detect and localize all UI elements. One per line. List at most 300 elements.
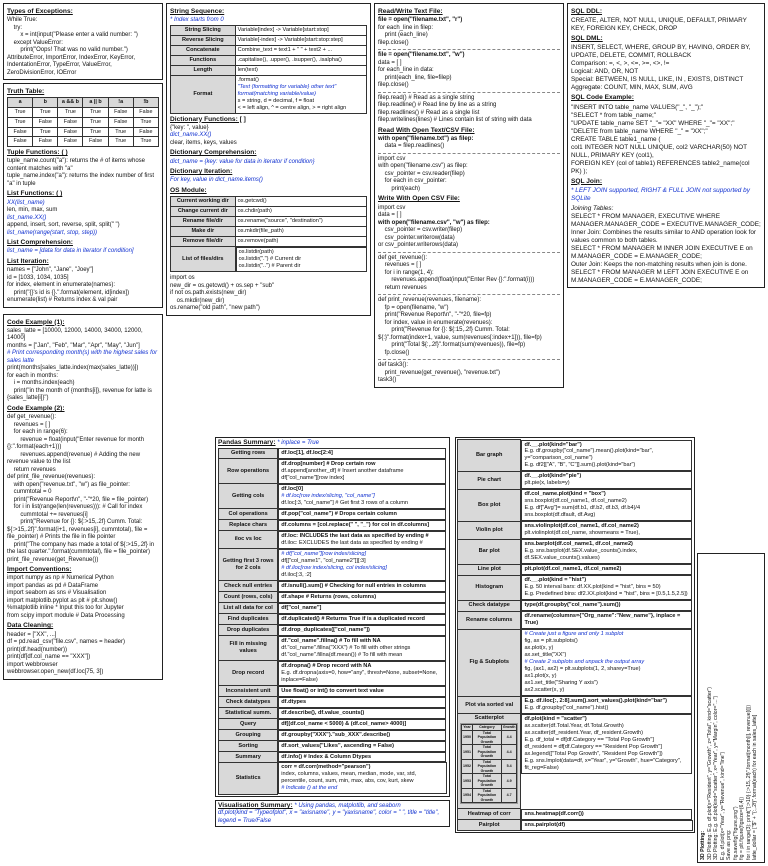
sql-code-line: "INSERT INTO table_name VALUES("_", "_");" — [571, 103, 704, 111]
table-row — [219, 549, 447, 581]
rw-line: csv_pointer = csv.writer(filep) — [378, 227, 463, 234]
code-line: def print_revenue(revenues, filename): — [378, 297, 482, 304]
sql-dml-line: Logical: AND, OR, NOT — [571, 68, 639, 76]
row-key: Length — [171, 65, 236, 75]
pandas-summary-title: Pandas Summary: — [218, 439, 276, 446]
os-line: os.mkdir(new_dir) — [170, 297, 225, 304]
table-row — [458, 611, 693, 629]
list-iteration-line: names = ["John", "Jane", "Joey"] — [7, 267, 94, 274]
row-key: Row operations — [219, 459, 278, 484]
cell-line: E.g. df2[["A", "B", "C"]].sum().plot(kind="bar") — [524, 462, 636, 469]
pandas-summary-section — [215, 437, 450, 797]
cell-line: df.loc[1], df.loc[2:4] — [281, 450, 333, 456]
row-value — [521, 489, 692, 521]
cell-line: df[(df.col_name < 5000) & (df.col_name> 4000)] — [281, 720, 407, 727]
rw-line: csv_pointer = csv.reader(filep) — [378, 170, 465, 177]
row-value — [278, 636, 446, 661]
table-row — [458, 521, 693, 539]
row-key: Replace chars — [219, 520, 278, 531]
sql-code-line: "SELECT * from table_name;" — [571, 111, 657, 119]
dict-iteration-title: Dictionary Iteration: — [170, 168, 233, 176]
cell-line: E.g. 50 interval bars: df.XX.plot(kind = "hist", bins = 50) — [524, 584, 661, 591]
row-value — [278, 625, 446, 636]
row-value — [521, 521, 692, 539]
sql-code-line: "DELETE from table_name WHERE "_" = "XX";" — [571, 127, 708, 135]
code-line: return revenues — [378, 284, 427, 291]
row-value — [278, 730, 446, 741]
cell-line: df.__.plot(kind = "hist") — [524, 577, 587, 584]
dict-line: clear, items, keys, values — [170, 139, 237, 146]
cell-line: df.loc: INCLUDES the last data as specified by ending # — [281, 532, 429, 539]
cell-line: df["col_name"][row index] — [281, 474, 345, 481]
thumb-cell: 4.9 — [501, 774, 517, 788]
thumb-cell: Total Population Growth — [473, 745, 502, 759]
plots-table — [457, 439, 693, 831]
cell-line: ax1.plot(x, y) — [524, 673, 557, 680]
truth-table — [7, 97, 159, 147]
code-line: def print_file_revenue(revenues): — [7, 474, 96, 481]
row-key: Query — [219, 719, 278, 730]
table-row — [462, 788, 517, 802]
cell-line: ax.legend(["Total Pop Growth", "Resident Pop Growth"]) — [524, 750, 663, 757]
row-value — [521, 564, 692, 575]
code-line: for i in range(1, 4): — [378, 269, 434, 276]
sql-join-line: SELECT * FROM MANAGER M INNER JOIN EXECUTIVE E on M.MANAGER_CODE = E.MANAGER_CODE; — [571, 244, 755, 260]
sql-code-line: col1 INTEGER NOT NULL UNIQUE, col2 VARCHAR(50) NOT NULL, PRIMARY KEY (col1), — [571, 143, 749, 159]
row-key: Inconsistent unit — [219, 686, 278, 697]
exceptions-line: except ValueError: — [7, 39, 63, 46]
sql-join-line: Outer Join: Keeps the non-matching results when join is done. — [571, 260, 747, 268]
truth-cell: True — [108, 127, 133, 137]
code-comment: # Print corresponding month(s) with the highest sales for sales latte — [7, 350, 159, 364]
thumb-cell: 4.4 — [501, 730, 517, 744]
row-key: Sorting — [219, 741, 278, 752]
cell-line: sns.boxplot(df.dfault, df.Avg) — [524, 512, 596, 519]
row-key: Current working dir — [171, 197, 236, 207]
row-value — [278, 520, 446, 531]
code-line: for index, value in enumerate(revenues): — [378, 319, 493, 326]
row-value — [278, 531, 446, 549]
code-line: print(months[sales_latte.index(max(sales_latte))]) — [7, 365, 139, 372]
code-line: for i in list(range(len(revenues))): # Call for index — [7, 504, 143, 511]
code-line: def task3(): — [378, 362, 409, 369]
row-value: Variable[-index] -> Variable[start:stop:step] — [235, 35, 366, 45]
code-example-1-section — [3, 314, 163, 680]
table-row — [458, 809, 693, 820]
row-key: Pairplot — [458, 820, 521, 831]
rw-line: for each_line in data: — [378, 67, 434, 74]
cell-line: df.drop_duplicates(["col_name"]) — [281, 626, 370, 633]
truth-cell: True — [133, 117, 158, 127]
format-comment: "Text {formatting for variable} other text" — [237, 83, 337, 90]
row-key: Bar graph — [458, 440, 521, 472]
table-row — [8, 137, 159, 147]
row-key: Violin plot — [458, 521, 521, 539]
row-value — [278, 686, 446, 697]
cell-line: Use float() or int() to convert text value — [281, 687, 384, 694]
table-row — [219, 730, 447, 741]
cell-line: E.g. df.iloc[:, 2:8].sum().sort_values().plot(kind="bar") — [524, 698, 667, 705]
cell-line: sns.heatmap(df.corr()) — [524, 810, 584, 817]
sql-join-line: SELECT * FROM MANAGER M LEFT JOIN EXECUTIVE E on M.MANAGER_CODE = E.MANAGER_CODE; — [571, 268, 751, 284]
code-line: fp = open(filename, "w") — [378, 304, 449, 311]
rw-line: filep.writelines(lines) # Lines contain list of string with data — [378, 117, 532, 124]
list-iteration-title: List Iteration: — [7, 257, 49, 265]
rotated-line: 3D Plotting: — [700, 830, 706, 860]
table-row — [458, 600, 693, 611]
row-value — [278, 509, 446, 520]
cleaning-line: webbrowser.open_new(df.loc[75, 3]) — [7, 669, 104, 676]
row-value — [521, 575, 692, 600]
sql-dml-line: INSERT, SELECT, WHERE, GROUP BY, HAVING, ORDER BY, UPDATE, DELETE, COMMIT, ROLLBACK — [571, 44, 753, 60]
cell-line: plt.pie(x, labels=y) — [524, 480, 570, 487]
thumb-cell: 1951 — [462, 745, 473, 759]
list-functions-line: append, insert, sort, reverse, split, split(" ") — [7, 222, 120, 229]
rw-line: csv_pointer.writerow(data) — [378, 234, 455, 241]
rotated-notes — [700, 554, 759, 860]
rw-line: print(each_line, file=filep) — [378, 74, 452, 81]
cell-line: df.__.plot(kind="pie") — [524, 473, 582, 480]
code-line: for each in months: — [7, 372, 59, 379]
cell-line: df.drop[number] # Drop certain row — [281, 460, 376, 467]
row-value — [521, 440, 692, 472]
pandas-column — [215, 437, 450, 830]
table-row — [458, 629, 693, 696]
string-sequence-title: String Sequence: — [170, 8, 225, 15]
row-key: Functions — [171, 55, 236, 65]
read-open-title: Read With Open Text/CSV File: — [378, 126, 475, 134]
thumb-cell: 5.4 — [501, 759, 517, 773]
table-row — [462, 725, 517, 730]
os-line: os.rename("old path", "new path") — [170, 305, 260, 312]
list-comprehension-title: List Comprehension: — [7, 239, 73, 247]
code-line: print_revenue(get_revenue(), "revenue.txt") — [378, 369, 500, 376]
cell-line: df[["col_name1", "col_name2"]][:3] — [281, 557, 366, 564]
list-iteration-line: enumerate(list) # Returns index & val pair — [7, 297, 118, 304]
cell-line: df.col_name.plot(kind = "box") — [524, 491, 606, 498]
thumb-cell: 4.4 — [501, 745, 517, 759]
cell-line: df."col_name".fillna(df.mean()) # To fill with mean — [281, 651, 403, 658]
thumb-cell: Total Population Growth — [473, 774, 502, 788]
divider — [378, 294, 560, 295]
sql-dml-title: SQL DML: — [571, 35, 603, 43]
import-line: import matplotlib.pyplot as plt # plt.show() — [7, 597, 118, 604]
table-row — [171, 45, 367, 55]
column-3 — [374, 3, 564, 391]
code-line: months = ["Jan", "Feb", "Mar", "Apr", "May", "Jun"] — [7, 342, 140, 349]
sql-code-line: CREATE TABLE table1_name ( — [571, 135, 661, 143]
cell-line: # df.iloc[row index/slicing, col index/slicing] — [281, 564, 387, 571]
cell-line: df.dropna() # Drop record with NA — [281, 662, 372, 669]
row-value — [278, 719, 446, 730]
divider — [378, 49, 560, 50]
table-row — [219, 762, 447, 794]
row-key: Check datatypes — [219, 697, 278, 708]
truth-cell: True — [108, 137, 133, 147]
cell-line: df.__.plot(kind="bar") — [524, 441, 582, 448]
cell-line: df.loc[0] — [281, 485, 304, 492]
row-key: Reverse Slicing — [171, 35, 236, 45]
truth-header-cell: !a — [108, 98, 133, 108]
string-sequence-subtitle: * Index starts from 0 — [170, 17, 224, 24]
cell-line: sns.barplot(df.col_name1, df.col_name2) — [524, 541, 633, 548]
import-line: import numpy as np # Numerical Python — [7, 575, 114, 582]
truth-cell: True — [33, 108, 58, 118]
divider — [378, 153, 560, 154]
cell-line: E.g. sns.lmplot(data=df, x="Year", y="Growth", hue="Category", fit_reg=False) — [524, 757, 682, 771]
truth-header-cell: !b — [133, 98, 158, 108]
truth-cell: False — [33, 137, 58, 147]
cell-line: df.groupby("XXX")."sub_XXX".describe() — [281, 731, 391, 738]
cell-line: fig, (ax1, ax2) = plt.subplots(1, 2, sharey=True) — [524, 666, 641, 673]
truth-cell: False — [58, 127, 83, 137]
sql-code-title: SQL Code Example: — [571, 94, 634, 102]
cleaning-line: import webbrowser — [7, 661, 58, 668]
cell-line: plt.plot(df.col_name1, df.col_name2) — [524, 566, 622, 573]
rw-line: data = [ ] — [378, 59, 402, 66]
row-key: Pie chart — [458, 471, 521, 489]
exceptions-line: print("Oops! That was no valid number.") — [7, 47, 128, 54]
rw-line: file = open("filename.txt", "w") — [378, 52, 465, 59]
sql-dml-line: Special: BETWEEN, IS NULL, LIKE, IN , EXISTS, DISTINCT — [571, 76, 744, 84]
code-line: print_file_revenue(get_Revenue()) — [7, 556, 99, 563]
row-value: os.listdir(path) os.listdir(".") # Current dir os.listdir("..") # Parent dir — [236, 247, 367, 272]
table-row — [8, 117, 159, 127]
sql-ddl-line: CREATE, ALTER, NOT NULL, UNIQUE, DEFAULT, PRIMARY KEY, FOREIGN KEY, CHECK, DROP — [571, 17, 749, 33]
code-line: i = months.index(each) — [7, 380, 75, 387]
string-sequence-section — [166, 3, 371, 316]
cell-line: E.g. Predefined bins: df2.XX.plot(kind = "hist", bins = [0.5,1.5,2.5]) — [524, 591, 688, 598]
row-key: Getting cols — [219, 484, 278, 509]
table-row — [219, 741, 447, 752]
row-value: os.getcwd() — [235, 197, 366, 207]
sample-data-thumbnail — [460, 723, 518, 804]
import-conventions-title: Import Conventions: — [7, 566, 72, 574]
cell-line: df."col_name".fillna() # To fill with NA — [281, 637, 381, 644]
truth-table-section — [3, 83, 163, 307]
row-key: Col operations — [219, 509, 278, 520]
truth-cell: True — [83, 108, 108, 118]
cell-line: plt.violinplot(df.col_name, showmeans = True), — [524, 530, 640, 537]
row-value — [521, 611, 692, 629]
column-4 — [567, 3, 765, 291]
os-module-table — [170, 196, 367, 272]
rw-line: file = open("filename.txt", "r") — [378, 17, 463, 24]
list-functions-comment: XX(list_name) — [7, 199, 45, 206]
table-row — [462, 774, 517, 788]
row-value — [278, 459, 446, 484]
row-value — [521, 629, 692, 696]
code-example-1-title: Code Example (1): — [7, 318, 65, 326]
row-key: List of files/dirs — [171, 246, 236, 271]
table-row — [171, 55, 367, 65]
cell-line: type(df.groupby("col_name").sum()) — [524, 602, 621, 609]
row-value — [521, 471, 692, 489]
row-key: Concatenate — [171, 45, 236, 55]
exceptions-line: x = int(input("Please enter a valid number: ") — [7, 32, 138, 39]
row-key: Plot via sorted val — [458, 696, 521, 714]
table-row — [171, 65, 367, 75]
code-line: def get_revenue(): — [378, 254, 428, 261]
write-open-title: Write With Open CSV File: — [378, 195, 460, 203]
row-value — [278, 752, 446, 763]
rw-line: filep.close() — [378, 82, 409, 89]
code-example-2-title: Code Example (2): — [7, 404, 65, 412]
row-key: Getting first 3 rows for 2 cols — [219, 549, 278, 581]
table-row — [219, 448, 447, 459]
sql-section — [567, 3, 765, 288]
cell-line: df.iloc[:3, :2] — [281, 571, 312, 578]
thumb-cell: Total Population Growth — [473, 730, 502, 744]
table-row — [171, 75, 367, 113]
exceptions-line: AttributeError, ImportError, IndexError, KeyError, IndentationError, TypeError, ValueError, ZeroDivisionError, IOError — [7, 54, 137, 76]
cell-line: df.plot(kind = "scatter") — [524, 715, 587, 722]
cell-line: df.loc[:3, "col_name"] # Get first 3 rows of a column — [281, 499, 409, 506]
rotated-line: for i in range(3): print("{:>10} {:>15,.2f}".format(month[i], revenue[i])) — [745, 704, 752, 860]
format-line: s = string, d = decimal, f = float — [237, 97, 315, 104]
row-value — [278, 603, 446, 614]
table-row — [458, 714, 693, 809]
row-key: Getting rows — [219, 448, 278, 459]
sql-code-line: FOREIGN KEY (col of table1) REFERENCES table2_name(col PK) ); — [571, 159, 752, 175]
code-line: revenues.append(float(input("Enter Rev {}:".format(i))) — [378, 277, 535, 284]
row-key: Find duplicates — [219, 614, 278, 625]
rw-line: with open("filename.csv", "w") as filep: — [378, 219, 490, 226]
row-key: Drop duplicates — [219, 625, 278, 636]
format-comment: format(matching variable/value) — [237, 90, 317, 97]
code-line: revenue = float(input("Enter revenue for month {}:".format(each+1))) — [7, 436, 146, 451]
dict-iteration-comment: For key, value in dict_name.items() — [170, 177, 263, 184]
tuple-title: Tuple Functions: ( ) — [7, 149, 68, 157]
row-value — [521, 696, 692, 714]
cell-line: df_resident = df[df.Category == "Resident Pop Growth"] — [524, 743, 662, 750]
rotated-line: 3D Plotting: E.g. df.plot(x="Resident", y="Growth", z="Total", kind="scatter") — [706, 686, 713, 860]
rw-line: for each_line in filep: — [378, 24, 434, 31]
sql-ddl-title: SQL DDL: — [571, 8, 603, 15]
cleaning-line: df = pd.read_csv("file.csv", names = header) — [7, 639, 125, 646]
table-row — [219, 686, 447, 697]
row-key: Heatmap of corr — [458, 809, 521, 820]
row-value — [278, 549, 446, 581]
cell-line: df["col_name"] — [281, 604, 322, 611]
list-functions-title: List Functions: ( ) — [7, 190, 63, 198]
table-row — [458, 575, 693, 600]
cell-line: E.g. df.groupby("col_name").mean().plot(kind="bar", y="comparison_col_name") — [524, 448, 654, 462]
row-value — [521, 809, 692, 820]
table-row — [462, 745, 517, 759]
cell-line: df.shape # Returns (rows, columns) — [281, 593, 377, 600]
row-key: Fill in missing values — [219, 636, 278, 661]
cell-line: df.info() # Index & Column Dtypes — [281, 753, 372, 760]
row-key: Line plot — [458, 564, 521, 575]
row-value — [521, 714, 692, 774]
cell-line: sns.boxplot(df.col_name1, df.col_name2) — [524, 498, 627, 505]
row-key: Box plot — [458, 489, 521, 521]
row-value — [521, 820, 692, 831]
cell-line: E.g. df["Avg"]= sum(df.b1, df.b2, df.b3, df.b4)/4 — [524, 505, 641, 512]
divider — [378, 252, 560, 253]
table-row — [219, 520, 447, 531]
plots-column — [455, 437, 695, 836]
table-row — [219, 636, 447, 661]
truth-cell: True — [83, 127, 108, 137]
row-key: Remove file/dir — [171, 236, 236, 246]
code-line: task3() — [378, 377, 397, 384]
cell-line: df.describe(), df.value_counts() — [281, 709, 365, 716]
table-row — [219, 592, 447, 603]
truth-header-cell: a && b — [58, 98, 83, 108]
row-value — [278, 581, 446, 592]
cell-line: ax.scatter(df.Total.Year, df.Total.Growth) — [524, 722, 624, 729]
divider — [378, 92, 560, 93]
truth-cell: False — [108, 108, 133, 118]
cell-line: E.g. df.groupby("col_name").hist() — [524, 705, 609, 711]
code-line: cummtotal += revenues[i] — [7, 511, 88, 518]
truth-cell: True — [83, 117, 108, 127]
code-line: revenues.append(revenue) # Adding the new revenue value to the list — [7, 451, 142, 466]
format-line: < = left align, ^ = centre align, > = right align — [237, 104, 347, 111]
row-value — [278, 448, 446, 459]
row-value — [521, 600, 692, 611]
row-key: Summary — [219, 752, 278, 763]
rw-line: filep.readline() # Read line by line as a string — [378, 102, 497, 109]
table-row — [458, 820, 693, 831]
cell-line: index, columns, values, mean, median, mode, var, std, percentile, count, sum, min, max, abs, cov, kurt, skew — [281, 771, 417, 785]
thumb-header-cell: Growth — [502, 725, 516, 730]
row-value — [278, 697, 446, 708]
cell-line: E.g. sns.barplot(df.SEX.value_counts().index, df.SEX.value_counts().values) — [524, 548, 638, 562]
cleaning-line: print(df[df.col_name == "XXX"]) — [7, 654, 91, 661]
column-1 — [3, 3, 163, 683]
thumb-cell: Total Population Growth — [473, 759, 502, 773]
rw-line: filep.readlines() # Read as a single list — [378, 109, 480, 116]
code-line: cummtotal = 0 — [7, 489, 52, 496]
list-functions-line: len, min, max, sum — [7, 207, 58, 214]
truth-cell: True — [8, 108, 33, 118]
cell-line: corr = df.corr(method="pearson") — [281, 764, 371, 771]
import-line: import pandas as pd # DataFrame — [7, 582, 99, 589]
cell-line: df.isnull().sum() # Checking for null entries in columns — [281, 582, 427, 589]
table-row — [219, 484, 447, 509]
row-key: Format — [171, 75, 236, 113]
code-line: fp.close() — [378, 349, 410, 356]
table-row — [171, 197, 367, 207]
cell-line: E.g. df.dropna(axis=0, how="any", thresh=None, subset=None, inplace=False) — [281, 669, 438, 683]
cell-line: df.pop("col_name") # Drops certain column — [281, 510, 397, 517]
table-row — [219, 459, 447, 484]
row-key: Count (rows, cols) — [219, 592, 278, 603]
row-value: Variable[index] -> Variable[start:stop] — [235, 25, 366, 35]
rotated-line: E.g. df.plot(x="Year", y="Revenue", kind="line") — [719, 751, 726, 860]
sql-join-line: Inner Join: Combines the results similar to AND operation look for values common to both tables. — [571, 228, 758, 244]
rw-line: import csv — [378, 204, 406, 211]
dict-line: {"key: ", value} — [170, 124, 209, 131]
table-row — [219, 697, 447, 708]
cell-line: # Create 2 subplots and unpack the output array — [524, 659, 645, 666]
table-row — [458, 489, 693, 521]
cell-line: ax.set_title("XX") — [524, 652, 567, 659]
row-key: Check null entries — [219, 581, 278, 592]
table-row — [219, 719, 447, 730]
row-value — [278, 614, 446, 625]
row-value — [278, 708, 446, 719]
exceptions-section — [3, 3, 163, 80]
truth-cell: False — [8, 137, 33, 147]
rotated-notes-section — [697, 553, 765, 863]
rotated-line: latte_dollar = ["$" + "{:,.2f}".format(each) for each in sales_latte] — [752, 714, 758, 860]
divider — [378, 359, 560, 360]
os-line: if not os.path.exists(new_dir) — [170, 290, 247, 297]
